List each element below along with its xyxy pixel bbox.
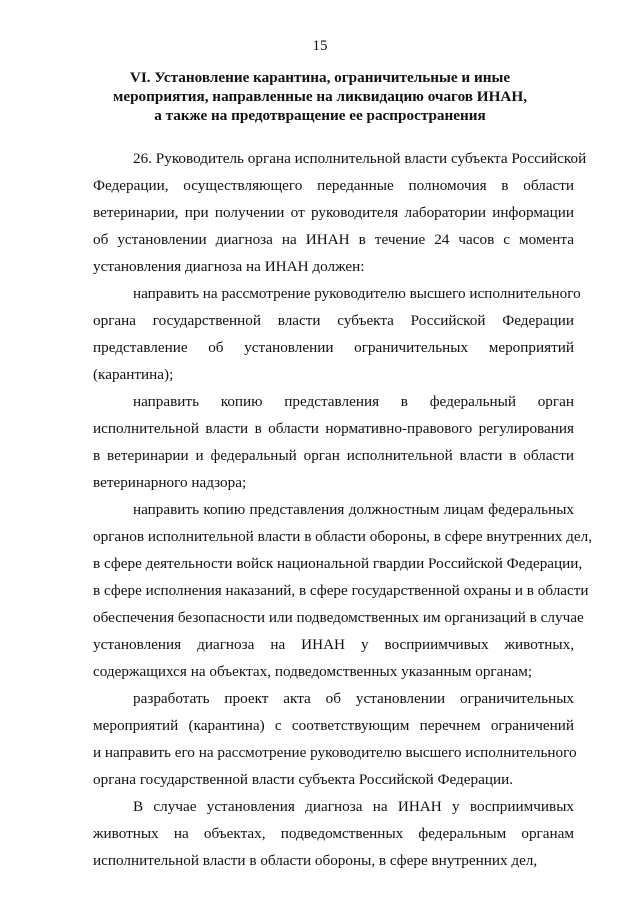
paragraph-line: исполнительной власти в области обороны, в сфере внутренних дел, [93,852,538,869]
paragraph-line: исполнительной власти в области нормативно-правового регулирования [93,420,574,437]
paragraph-line: и направить его на рассмотрение руководителю высшего исполнительного [93,744,577,761]
paragraph-line: органа государственной власти субъекта Российской Федерации. [93,771,514,788]
heading-line: VI. Установление карантина, ограничительные и иные [129,69,511,86]
paragraph-line: обеспечения безопасности или подведомственных им организаций в случае [93,609,584,626]
paragraph-line: в ветеринарии и федеральный орган исполнительной власти в области [93,447,574,464]
section-heading [60,68,580,125]
paragraph-line: разработать проект акта об установлении ограничительных [133,690,574,707]
paragraph [93,388,574,496]
paragraph-line: в сфере исполнения наказаний, в сфере государственной охраны и в области [93,582,589,599]
paragraph-line: в сфере деятельности войск национальной гвардии Российской Федерации, [93,555,583,572]
paragraph-line: 26. Руководитель органа исполнительной власти субъекта Российской [133,150,587,167]
paragraph-line: направить копию представления должностным лицам федеральных [133,501,574,518]
paragraph-line: содержащихся на объектах, подведомственных указанным органам; [93,663,533,680]
page-number: 15 [312,38,328,54]
heading-line: а также на предотвращение ее распространения [154,107,486,124]
document-body [93,145,593,874]
paragraph-line: ветеринарии, при получении от руководителя лаборатории информации [93,204,574,221]
paragraph [93,496,593,685]
paragraph-line: органа государственной власти субъекта Российской Федерации [93,312,574,329]
paragraph-line: установления диагноза на ИНАН должен: [93,258,365,275]
paragraph-line: органов исполнительной власти в области обороны, в сфере внутренних дел, [93,528,593,545]
paragraph-line: направить копию представления в федеральный орган [133,393,574,410]
heading-line: мероприятия, направленные на ликвидацию очагов ИНАН, [113,88,527,105]
paragraph-line: животных на объектах, подведомственных федеральным органам [93,825,574,842]
paragraph-line: направить на рассмотрение руководителю высшего исполнительного [133,285,581,302]
paragraph [93,685,577,793]
paragraph-line: представление об установлении ограничительных мероприятий [93,339,574,356]
paragraph-line: Федерации, осуществляющего переданные полномочия в области [93,177,574,194]
paragraph-line: мероприятий (карантина) с соответствующим перечнем ограничений [93,717,574,734]
paragraph-line: (карантина); [93,366,174,383]
paragraph-line: ветеринарного надзора; [93,474,247,491]
paragraph [93,280,581,388]
paragraph-line: В случае установления диагноза на ИНАН у восприимчивых [133,798,574,815]
paragraph [93,145,587,280]
paragraph-line: об установлении диагноза на ИНАН в течение 24 часов с момента [93,231,574,248]
paragraph [93,793,574,874]
paragraph-line: установления диагноза на ИНАН у восприимчивых животных, [93,636,574,653]
